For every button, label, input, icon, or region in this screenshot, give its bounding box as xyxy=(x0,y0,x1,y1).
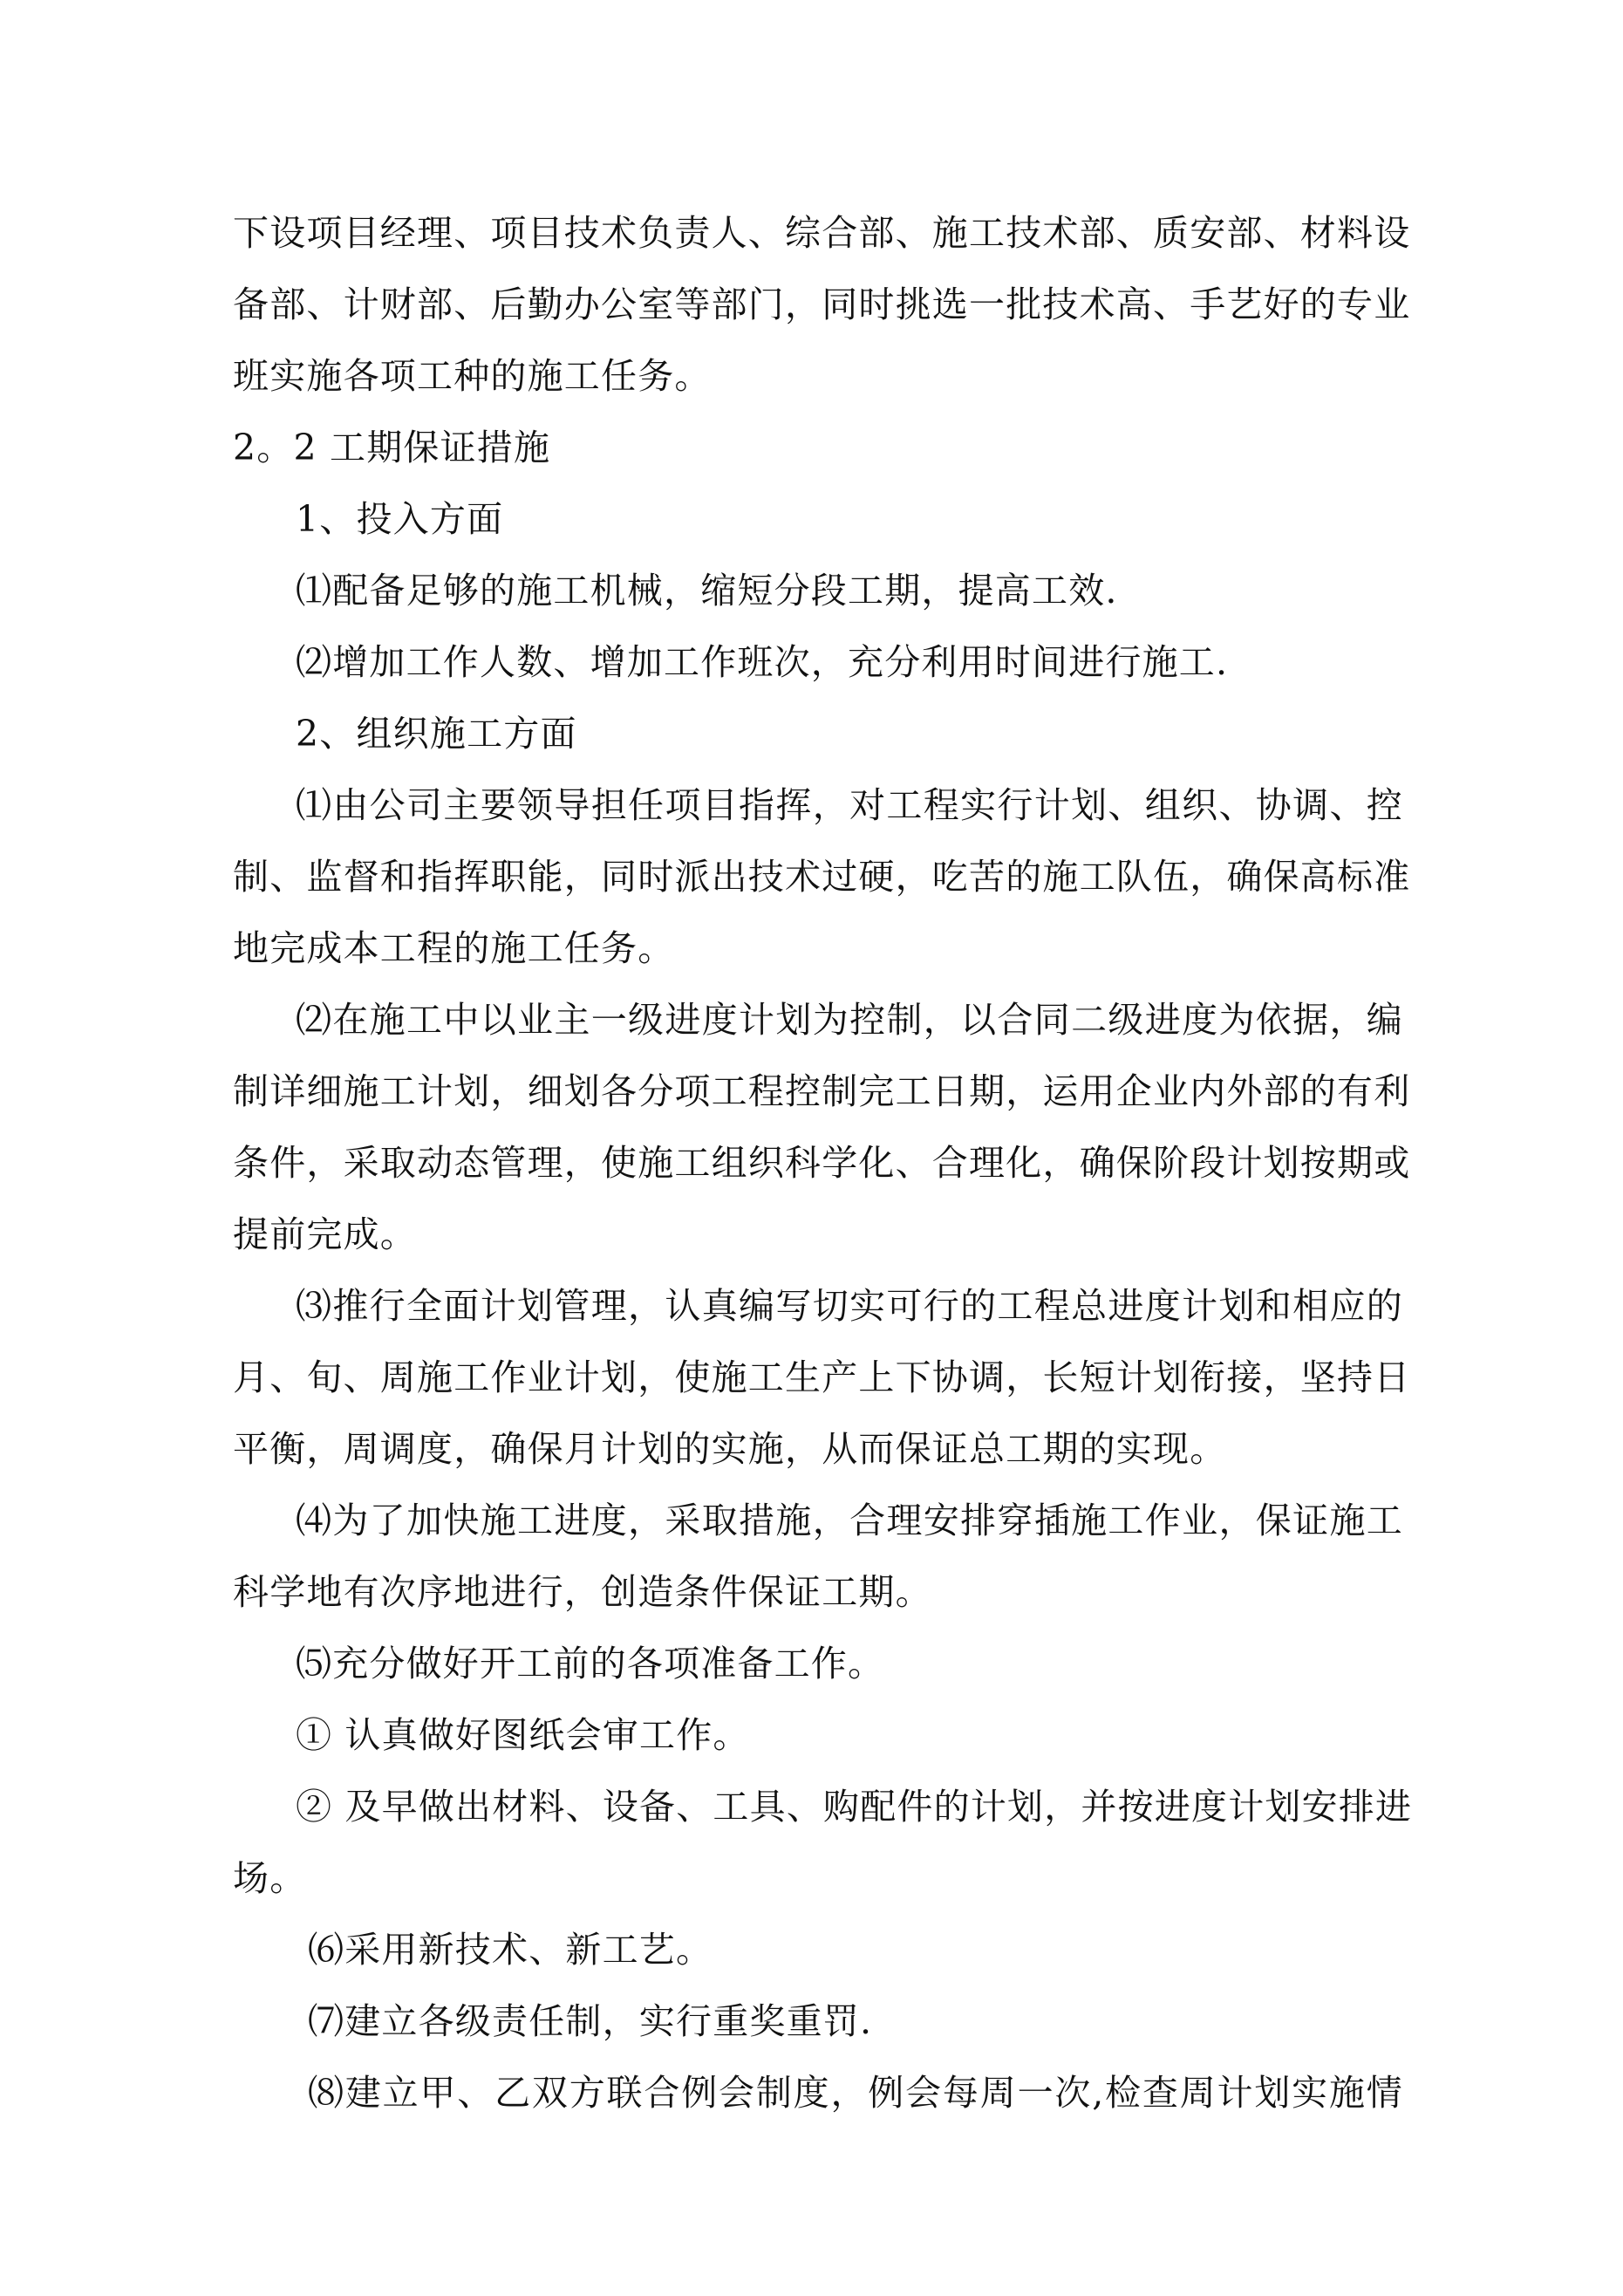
list-item: ① 认真做好图纸会审工作。 xyxy=(296,1714,750,1756)
list-item: ⑵在施工中以业主一级进度计划为控制，以合同二级进度为依据，编 xyxy=(296,999,1403,1041)
paragraph-line: 科学地有次序地进行，创造条件保证工期。 xyxy=(233,1571,932,1613)
list-item: ⑻建立甲、乙双方联合例会制度，例会每周一次,检查周计划实施情 xyxy=(308,2072,1403,2114)
paragraph-line: 条件，采取动态管理，使施工组织科学化、合理化，确保阶段计划按期或 xyxy=(233,1142,1411,1184)
list-item: ⑴配备足够的施工机械，缩短分段工期，提高工效. xyxy=(296,570,1118,612)
list-item: ⑷为了加快施工进度，采取措施，合理安排穿插施工作业，保证施工 xyxy=(296,1500,1403,1541)
subsection-heading: 2、组织施工方面 xyxy=(296,713,577,755)
paragraph-line: 场。 xyxy=(233,1857,307,1899)
list-item: ⑸充分做好开工前的各项准备工作。 xyxy=(296,1643,885,1684)
list-item: ⑶推行全面计划管理，认真编写切实可行的工程总进度计划和相应的 xyxy=(296,1285,1403,1327)
paragraph-line: 班实施各项工种的施工任务。 xyxy=(233,355,712,397)
list-item: ② 及早做出材料、设备、工具、购配件的计划，并按进度计划安排进 xyxy=(296,1786,1413,1828)
document-body xyxy=(233,197,1413,2129)
paragraph-line: 下设项目经理、项目技术负责人、综合部、施工技术部、质安部、材料设 xyxy=(233,212,1411,254)
paragraph-line: 制详细施工计划，细划各分项工程控制完工日期，运用企业内外部的有利 xyxy=(233,1070,1411,1112)
list-item: ⑺建立各级责任制，实行重奖重罚. xyxy=(308,2000,873,2042)
list-item: ⑵增加工作人数、增加工作班次，充分利用时间进行施工. xyxy=(296,641,1229,683)
subsection-heading: 1、投入方面 xyxy=(296,498,504,540)
paragraph-line: 制、监督和指挥职能，同时派出技术过硬，吃苦的施工队伍，确保高标准 xyxy=(233,856,1411,898)
list-item: ⑹采用新技术、新工艺。 xyxy=(308,1929,713,1971)
list-item: ⑴由公司主要领导担任项目指挥，对工程实行计划、组织、协调、控 xyxy=(296,784,1403,826)
section-heading: 2。2 工期保证措施 xyxy=(233,427,551,468)
paragraph-line: 平衡，周调度，确保月计划的实施，从而保证总工期的实现。 xyxy=(233,1428,1227,1470)
paragraph-line: 备部、计财部、后勤办公室等部门，同时挑选一批技术高、手艺好的专业 xyxy=(233,284,1411,325)
paragraph-line: 月、旬、周施工作业计划，使施工生产上下协调，长短计划衔接，坚持日 xyxy=(233,1356,1411,1398)
paragraph-line: 提前完成。 xyxy=(233,1213,417,1255)
paragraph-line: 地完成本工程的施工任务。 xyxy=(233,927,675,969)
